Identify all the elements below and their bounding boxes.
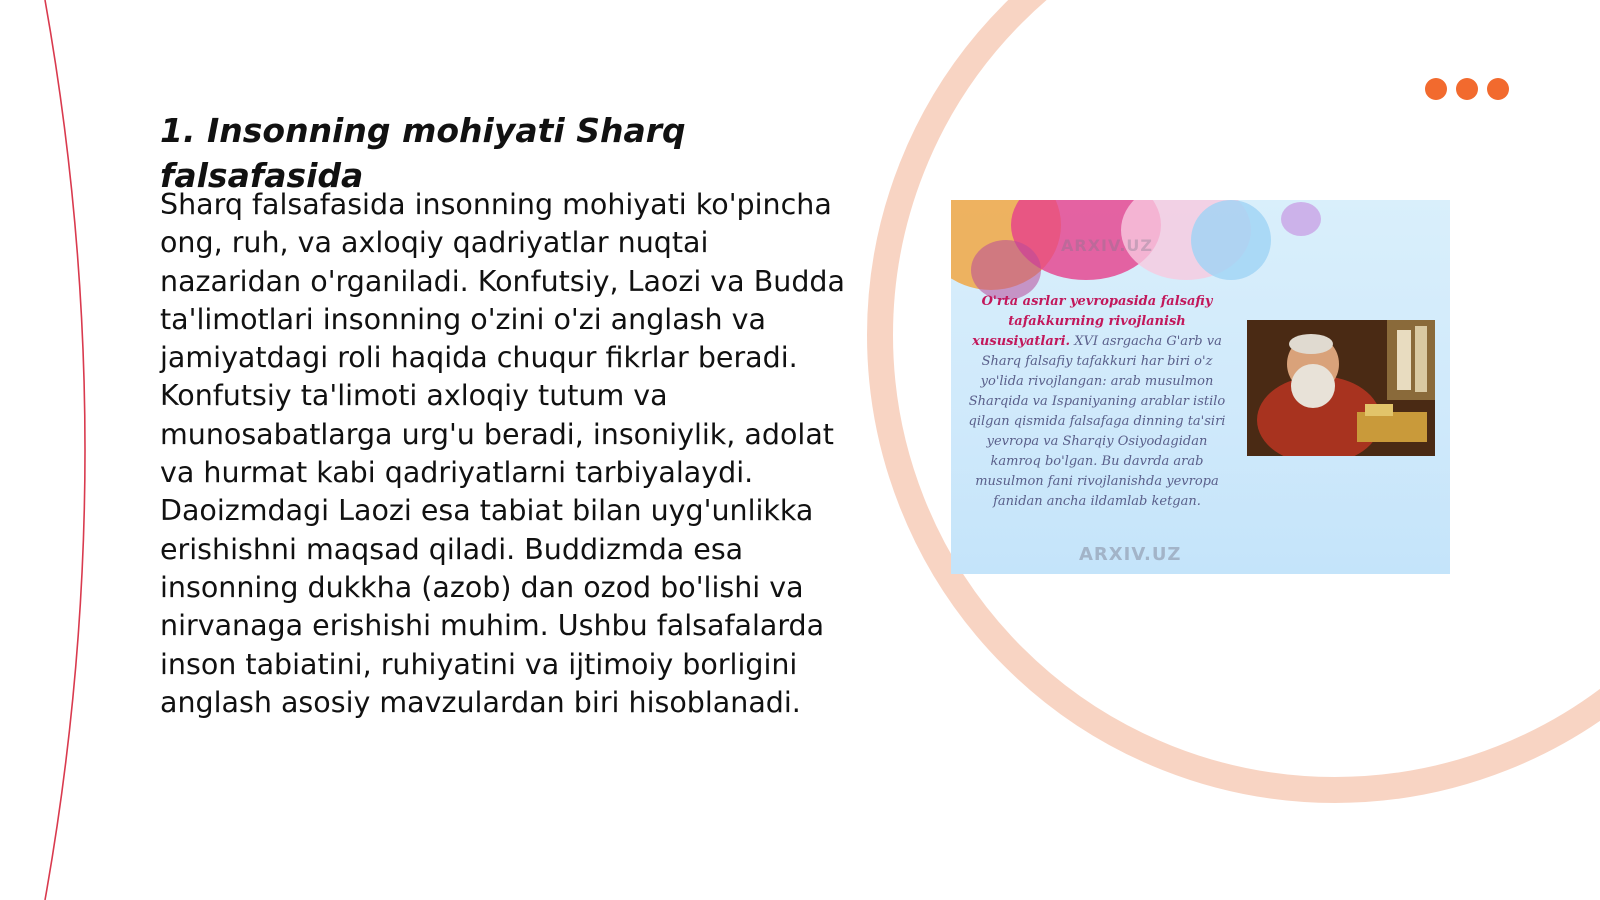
dot bbox=[1487, 78, 1509, 100]
image-caption-text: XVI asrgacha G'arb va Sharq falsafiy tafakkuri har biri o'z yo'lida rivojlangan: arab musulmon Sharqida va Ispaniyaning arablar istilo qilgan qismida falsafaga dinning ta'siri yevropa va Sharqiy Osiyodagidan kamroq bo'lgan. Bu davrda arab musulmon fani rivojlanishda yevropa fanidan ancha ildamlab ketgan. bbox=[968, 334, 1226, 509]
philosopher-painting bbox=[1247, 320, 1435, 456]
paint-splash bbox=[971, 240, 1041, 300]
paint-splash bbox=[1191, 200, 1271, 280]
image-caption bbox=[963, 292, 1231, 512]
dot bbox=[1425, 78, 1447, 100]
arxiv-logo: ARXIV.UZ bbox=[1079, 544, 1182, 565]
slide-title: 1. Insonning mohiyati Sharq falsafasida bbox=[160, 111, 686, 195]
illustration-image bbox=[951, 200, 1450, 574]
painting-shapes bbox=[1247, 320, 1435, 456]
image-caption-heading: O'rta asrlar yevropasida falsafiy tafakkurning rivojlanish xususiyatlari. bbox=[972, 294, 1213, 349]
watermark-text: ARXIV.UZ bbox=[1061, 236, 1153, 255]
slide-body-text: Sharq falsafasida insonning mohiyati ko'pincha ong, ruh, va axloqiy qadriyatlar nuqtai nazaridan o'rganiladi. Konfutsiy, Laozi va Budda ta'limotlari insonning o'zini o'zi anglash va jamiyatdagi roli haqida chuqur fikrlar beradi. Konfutsiy ta'limoti axloqiy tutum va munosabatlarga urg'u beradi, insoniylik, adolat va hurmat kabi qadriyatlarni tarbiyalaydi. Daoizmdagi Laozi esa tabiat bilan uyg'unlikka erishishni maqsad qiladi. Buddizmda esa insonning dukkha (azob) dan ozod bo'lishi va nirvanaga erishishi muhim. Ushbu falsafalarda inson tabiatini, ruhiyatini va ijtimoiy borligini anglash asosiy mavzulardan biri hisoblanadi. bbox=[160, 188, 845, 719]
paint-splash bbox=[1281, 202, 1321, 236]
dot bbox=[1456, 78, 1478, 100]
more-dots-icon bbox=[1425, 78, 1509, 100]
left-curve-line bbox=[45, 0, 85, 900]
